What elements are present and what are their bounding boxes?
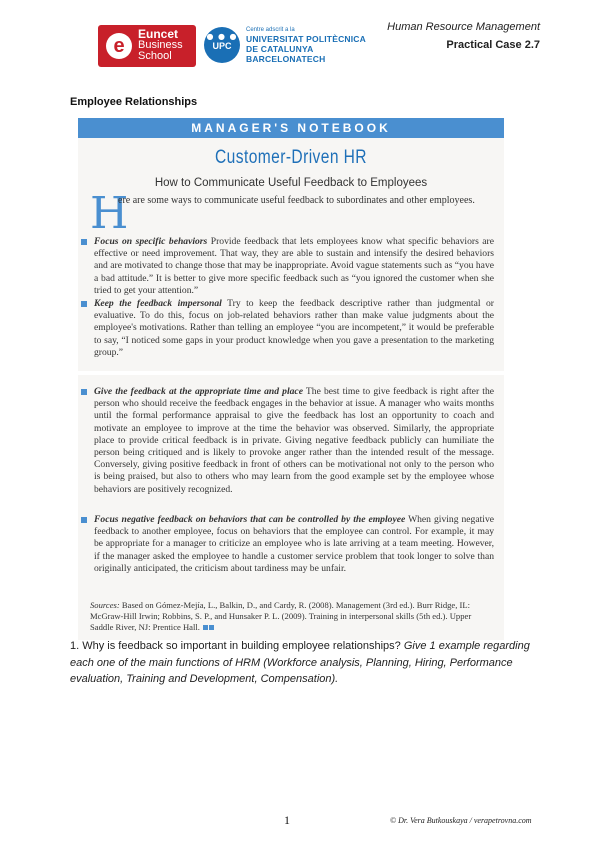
footer-credit: © Dr. Vera Butkouskaya / verapetrovna.com — [390, 816, 532, 825]
managers-notebook-box — [78, 118, 504, 640]
bullet-item-controllable-behaviors: Focus negative feedback on behaviors that can be controlled by the employee When giving negative feedback to another employee, focus on behaviors that the employee can control. For example, it may be appropriate for a manager to criticize an employee who is late arriving at a team meeting. However, if the manager asked the employee to handle a customer service problem that took longer to solve than originally anticipated, the criticism about tardiness may be unfair. — [94, 514, 494, 575]
bullet-item-feedback-impersonal: Keep the feedback impersonal Try to keep the feedback descriptive rather than judgmental or evaluative. To do this, focus on job-related behaviors rather than make value judgments about the employee's motivations. Rather than telling an employee “you are incompetent,” it would be preferable to say, “I noticed some gaps in your product knowledge when you gave a presentation to the marketing group.” — [94, 298, 494, 359]
euncet-logo-text: Euncet Business School — [138, 27, 183, 62]
bullet-square-icon — [81, 301, 87, 307]
notebook-band: MANAGER'S NOTEBOOK — [78, 118, 504, 138]
end-mark-icon — [203, 625, 208, 630]
upc-logo-icon: ● ● ● UPC — [204, 27, 240, 63]
upc-logo-text: Centre adscrit a la UNIVERSITAT POLITÈCNICA DE CATALUNYA BARCELONATECH — [246, 27, 366, 64]
euncet-business-school-logo — [98, 25, 196, 67]
bullet-item-specific-behaviors: Focus on specific behaviors Provide feedback that lets employees know what specific behaviors are effective or need improvement. That way, they are able to sustain and intensify the desired behaviors and are motivated to change those that may be inappropriate. Avoid vague statements such as “you have a bad attitude.” It is better to give more specific feedback such as “you ignored the customer when she tried to get your attention.” — [94, 236, 494, 297]
notebook-subtitle: How to Communicate Useful Feedback to Employees — [154, 177, 428, 189]
page-number: 1 — [284, 813, 290, 827]
case-label: Practical Case 2.7 — [446, 39, 540, 51]
notebook-title: Customer-Driven HR — [215, 147, 367, 168]
bullet-item-time-and-place: Give the feedback at the appropriate time and place The best time to give feedback is right after the person who should receive the feedback engages in the behavior at issue. A manager who waits months until the formal performance appraisal to give the feedback has lost an opportunity to coach and motivate an employee to improve at the time the behavior was observed. Similarly, the appropriate place to provide critical feedback is in private. Giving negative feedback publicly can humiliate the person being critiqued and is likely to provoke anger rather than the intended result of the message. Conversely, giving positive feedback in front of others can be motivational not only to the person who is being praised, but also to others who may learn from the good example set by the employee whose behaviors are positively recognized. — [94, 386, 494, 496]
euncet-logo-mark: e — [106, 33, 132, 59]
notebook-sources: Sources: Based on Gómez-Mejía, L., Balkin, D., and Cardy, R. (2008). Management (3rd ed.). Burr Ridge, IL: McGraw-Hill Irwin; Robbins, S. P., and Hunsaker P. L. (2009). Training in interpersonal skills (5th ed.). Upper Saddle River, NJ: Prentice Hall. — [90, 600, 472, 632]
drop-cap: H — [90, 188, 129, 239]
notebook-intro: ere are some ways to communicate useful feedback to subordinates and other employees. — [118, 195, 475, 206]
bullet-square-icon — [81, 517, 87, 523]
bullet-square-icon — [81, 239, 87, 245]
bullet-square-icon — [81, 389, 87, 395]
page-gap — [78, 371, 504, 375]
question-1: 1. Why is feedback so important in building employee relationships? Give 1 example regarding each one of the main functions of HRM (Workforce analysis, Planning, Hiring, Performance evaluation, Training and Development, Compensation). — [70, 640, 530, 685]
section-heading: Employee Relationships — [70, 96, 198, 108]
course-title: Human Resource Management — [387, 21, 540, 33]
